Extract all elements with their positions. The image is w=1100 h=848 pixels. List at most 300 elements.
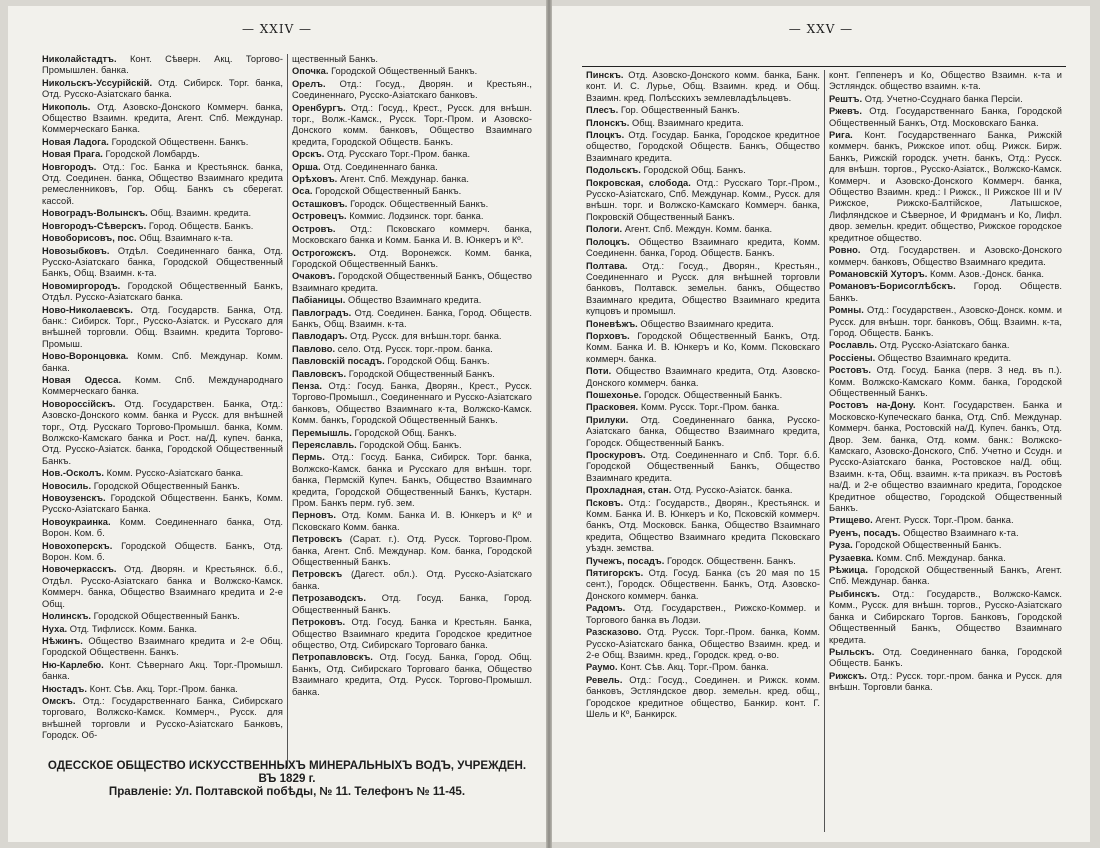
entry-text: Городской Общ. Банкъ. bbox=[351, 427, 457, 438]
entry-text: Общ. Взаимн. кредита. bbox=[147, 208, 252, 219]
entry-heading: Плесъ. bbox=[586, 105, 619, 116]
entry-text: Конт. Государствен. Банка и Московско-Купеческаго банка, Отд. Спб. Междунар. Коммерч. банка, Ростовскій на/Д. Купеч. банкъ, Отд. Двор. Зем. банка, Отд. комм. банк.: Волжско-Камскаго, Азовско-Донского, Спб. Учетно и Ссудн. и Русско-Азіатскаго банка, Ростовское на/Д. общ. Взаимн. к-та, Общ. взаимн. к-та приказч. въ Ростовѣ на/Д. и 2-е общество взаимнаго кредита, Городское Кредитное общество, Городской Общественный Банкъ. bbox=[829, 400, 1062, 514]
directory-entry bbox=[42, 305, 283, 351]
directory-entry bbox=[42, 696, 283, 742]
entry-heading: Петропавловскъ. bbox=[292, 652, 373, 663]
directory-entry bbox=[292, 103, 532, 149]
entry-heading: Никополь. bbox=[42, 101, 91, 112]
entry-text: Отд. Русск. Торг.-Пром. банка, Комм. Русско-Азіатскаго банка, Общество Взаимн. кред. и 2-е Общ. Взаимн. кред., Городск. кред. о-во. bbox=[586, 627, 820, 660]
directory-entry bbox=[42, 54, 283, 77]
entry-text: Отд.: Государств., Дворян., Крестьянск. и Комм. Банка И. В. Юнкеръ и Ко, Псковскій коммерч. банкъ, Отд. Московск. Банка, Общество Взаимнаго кредита, Общество Взаимнаго кредита Псковскаго уѣздн. земства. bbox=[586, 497, 820, 554]
entry-text: Отдѣл. Соединеннаго банка, Отд. Русско-Азіатскаго банка, Городской Общественный Банкъ, Общ. Взаимн. к-та. bbox=[42, 245, 283, 279]
directory-entry bbox=[586, 485, 820, 496]
entry-text: конт. Геппенеръ и Ко, Общество Взаимн. к-та и Эстляндск. общество взаимн. к-та. bbox=[829, 70, 1062, 92]
entry-heading: Перновъ. bbox=[292, 510, 337, 521]
entry-heading: Раумо. bbox=[586, 662, 618, 673]
directory-entry bbox=[829, 528, 1062, 539]
directory-entry bbox=[292, 617, 532, 651]
directory-entry bbox=[829, 353, 1062, 364]
entry-heading: Рославль. bbox=[829, 340, 878, 351]
entry-text: Отд. Воронежск. Комм. банка, Городской Общественный Банкъ. bbox=[292, 247, 532, 269]
entry-heading: Покровская, слобода. bbox=[586, 177, 691, 188]
entry-heading: Островъ. bbox=[292, 223, 336, 234]
entry-text: Конт. Сѣв. Акц. Торг.-Пром. банка. bbox=[617, 662, 769, 673]
directory-entry bbox=[586, 178, 820, 224]
entry-text: Коммис. Лодзинск. торг. банка. bbox=[346, 211, 484, 222]
right-column-2 bbox=[824, 70, 1066, 832]
directory-entry bbox=[292, 186, 532, 197]
entry-text: Отд.: Госуд., Дворян. и Крестьян., Соединеннаго, Русско-Азіатскаго банковъ. bbox=[292, 78, 532, 101]
entry-text: Городской Общественный Банкъ, Отдѣл. Русско-Азіатскаго банка. bbox=[42, 280, 283, 303]
entry-heading: Ртищево. bbox=[829, 515, 873, 526]
directory-entry bbox=[586, 366, 820, 389]
directory-entry bbox=[586, 402, 820, 413]
entry-text: Отд. Государств. Банка, Отд. банк.: Сибирск. Торг., Русско-Азіатск. и Русскаго для внѣшней торговли. Общ. Взаимн. кредита Торгово-Промыш. bbox=[42, 304, 283, 349]
entry-text: (Дагест. обл.). Отд. Русско-Азіатскаго банка. bbox=[292, 569, 532, 591]
entry-text: щественный Банкъ. bbox=[292, 54, 379, 64]
directory-entry bbox=[586, 224, 820, 235]
directory-entry bbox=[586, 130, 820, 164]
entry-heading: Павлоградъ. bbox=[292, 307, 352, 318]
entry-heading: Нѣжинъ. bbox=[42, 635, 83, 646]
entry-heading: Орша. bbox=[292, 161, 321, 172]
entry-heading: Петрозаводскъ. bbox=[292, 593, 366, 604]
entry-heading: Новохоперскъ. bbox=[42, 540, 113, 551]
entry-text: Отд. Соединеннаго банка, Городской Обществ. Банкъ. bbox=[829, 646, 1062, 669]
left-columns bbox=[38, 54, 536, 768]
directory-entry bbox=[586, 450, 820, 484]
entry-text: Конт. Сѣверн. Акц. Торгово-Промышлен. банка. bbox=[42, 54, 283, 76]
entry-text: Отд.: Псковскаго коммерч. банка, Московскаго банка и Комм. Банка И. В. Юнкеръ и Кº. bbox=[292, 223, 532, 246]
footer-line-2: Правленіе: Ул. Полтавской побѣды, № 11. Телефонъ № 11-45. bbox=[108, 785, 466, 798]
entry-text: Отд. Русскаго Торг.-Пром. банка. bbox=[324, 149, 471, 160]
entry-text: Отд.: Государственнаго Банка, Сибирскаго торговаго, Волжско-Камск. Коммерч., Русск. для внѣшней торговли и Русско-Азіатскаго Банковъ, Городск. Об- bbox=[42, 695, 283, 741]
entry-text: Отд. Соединен. Банка, Город. Обществ. Банкъ, Общ. Взаимн. к-та. bbox=[292, 307, 532, 329]
directory-entry bbox=[829, 340, 1062, 351]
directory-entry bbox=[586, 118, 820, 129]
entry-heading: Прилуки. bbox=[586, 414, 629, 425]
entry-heading: Новоузенскъ. bbox=[42, 493, 106, 504]
entry-text: Город. Обществ. Банкъ. bbox=[146, 220, 254, 231]
entry-heading: Новороссійскъ. bbox=[42, 398, 116, 409]
entry-heading: Петровскъ bbox=[292, 534, 343, 545]
directory-entry bbox=[42, 102, 283, 136]
entry-heading: Новоукраинка. bbox=[42, 516, 111, 527]
entry-text: Городской Общественный Банкъ. bbox=[91, 611, 240, 622]
directory-entry bbox=[829, 671, 1062, 694]
entry-text: Отд. Дворян. и Крестьянск. б.б., Отдѣл. Русско-Азіатскаго банка и Волжско-Камск. Коммерч. банка, Общество Взаимнаго кредита и 2-е Общ. bbox=[42, 564, 283, 609]
directory-entry bbox=[42, 246, 283, 280]
entry-text: Общество Взаимнаго кредита. bbox=[637, 318, 774, 329]
directory-entry bbox=[292, 428, 532, 439]
directory-entry bbox=[586, 165, 820, 176]
entry-heading: Плонскъ. bbox=[586, 117, 630, 128]
directory-entry bbox=[292, 199, 532, 210]
entry-heading: Прасковея. bbox=[586, 402, 639, 413]
entry-heading: Петроковъ. bbox=[292, 617, 346, 628]
entry-text: Отд. Государствен. Банка, Отд.: Азовско-Донского комм. банка и Русск. для внѣшней торг., Отд. Русскаго Торгово-Промышл. банка, Комм. Волжско-Камскаго банка и Рост. на/Д. купеч. банка, Отд. Русско-Азіатск. банка, Городской Общественный Банкъ. bbox=[42, 398, 283, 466]
directory-entry bbox=[292, 356, 532, 367]
page-number-right: — XXV — bbox=[788, 22, 854, 36]
entry-text: Общество Взаимнаго кредита и 2-е Общ. Городской Общественн. Банкъ. bbox=[42, 635, 283, 658]
directory-entry bbox=[292, 331, 532, 342]
entry-heading: Осташковъ. bbox=[292, 198, 348, 209]
entry-heading: Новосиль. bbox=[42, 480, 92, 491]
entry-heading: Павлово. bbox=[292, 343, 336, 354]
entry-text: Отд. Соединеннаго и Спб. Торг. б.б. Городской Общественный Банкъ, Общество Взаимнаго кредита. bbox=[586, 450, 820, 483]
entry-text: Городск. Общественный Банкъ. bbox=[347, 198, 489, 209]
entry-heading: Орелъ. bbox=[292, 78, 326, 89]
entry-heading: Пинскъ. bbox=[586, 70, 624, 80]
directory-entry bbox=[42, 399, 283, 467]
entry-heading: Разсказово. bbox=[586, 627, 642, 638]
entry-heading: Новомиргородъ. bbox=[42, 280, 121, 291]
entry-heading: Нюстадъ. bbox=[42, 683, 87, 694]
entry-text: Конт. Сѣвернаго Акц. Торг.-Промышл. банка. bbox=[42, 659, 283, 682]
directory-entry bbox=[292, 54, 532, 65]
entry-text: Отд. Соединеннаго банка. bbox=[320, 161, 438, 172]
directory-entry bbox=[292, 440, 532, 451]
directory-entry bbox=[42, 517, 283, 540]
entry-heading: Новоборисовъ, пос. bbox=[42, 233, 137, 244]
entry-heading: Новгородъ. bbox=[42, 161, 97, 172]
directory-entry bbox=[42, 541, 283, 564]
directory-entry bbox=[292, 248, 532, 271]
advertisement-footer bbox=[38, 759, 536, 798]
directory-entry bbox=[42, 481, 283, 492]
directory-entry bbox=[42, 611, 283, 622]
entry-text: Городской Общественный Банкъ. bbox=[328, 66, 478, 77]
entry-heading: Новоградъ-Волынскъ. bbox=[42, 208, 148, 219]
directory-entry bbox=[42, 468, 283, 479]
directory-entry bbox=[292, 162, 532, 173]
entry-heading: Романовскій Хуторъ. bbox=[829, 268, 928, 279]
directory-entry bbox=[292, 452, 532, 509]
entry-heading: Руенъ, посадъ. bbox=[829, 527, 901, 538]
entry-heading: Новгородъ-Сѣверскъ. bbox=[42, 220, 147, 231]
entry-text: Комм. Спб. Международнаго Коммерческаго банка. bbox=[42, 374, 283, 397]
entry-heading: Рига. bbox=[829, 130, 853, 141]
directory-entry bbox=[292, 224, 532, 247]
entry-text: Городской Общественн. Банкъ, Комм. Русско-Азіатскаго Банка. bbox=[42, 493, 283, 515]
entry-text: Городской Общественный Банкъ, Общество Взаимнаго кредита. bbox=[292, 271, 532, 293]
entry-heading: Рыльскъ. bbox=[829, 646, 875, 657]
entry-text: Отд. Госуд. Банка, Город. Общ. Банкъ, Отд. Сибирскаго Торговаго банка, Общество Взаимнаго кредита, Отд. Русск. Торгово-Промышл. банка. bbox=[292, 652, 532, 697]
entry-heading: Поти. bbox=[586, 366, 612, 377]
entry-text: Отд. Учетно-Ссуднаго банка Персіи. bbox=[862, 93, 1023, 104]
entry-text: Отд. Госуд. Банка и Крестьян. Банка, Общество Взаимнаго кредита Городское кредитное общество, Отд. Сибирскаго Торговаго банка. bbox=[292, 617, 532, 650]
entry-heading: Ромны. bbox=[829, 305, 864, 316]
directory-entry bbox=[586, 237, 820, 260]
entry-text: Отд. Комм. Банка И. В. Юнкеръ и Кº и Псковскаго Комм. банка. bbox=[292, 510, 532, 532]
entry-heading: Новочеркасскъ. bbox=[42, 564, 117, 575]
entry-heading: Ново-Воронцовка. bbox=[42, 351, 129, 362]
directory-entry bbox=[42, 375, 283, 398]
entry-heading: Руза. bbox=[829, 540, 853, 551]
entry-heading: Оренбургъ. bbox=[292, 102, 346, 113]
entry-heading: Ростовъ. bbox=[829, 365, 872, 376]
entry-text: Городской Общественный Банкъ, Агент. Спб. Междунар. банка. bbox=[829, 565, 1062, 587]
entry-heading: Полтава. bbox=[586, 260, 628, 271]
directory-entry bbox=[292, 66, 532, 77]
header-rule bbox=[582, 66, 1066, 67]
directory-entry bbox=[42, 137, 283, 148]
entry-heading: Острогожскъ. bbox=[292, 247, 356, 258]
directory-entry bbox=[42, 624, 283, 635]
directory-entry bbox=[292, 149, 532, 160]
entry-text: Общество Взаимнаго кредита. bbox=[345, 295, 482, 306]
directory-entry bbox=[42, 208, 283, 219]
entry-heading: Поневѣжъ. bbox=[586, 318, 638, 329]
entry-heading: Псковъ. bbox=[586, 497, 624, 508]
entry-heading: Ню-Карлебю. bbox=[42, 659, 104, 670]
entry-heading: Россіены. bbox=[829, 352, 876, 363]
entry-heading: Очаковъ. bbox=[292, 271, 336, 282]
entry-text: Комм. Русско-Азіатскаго банка. bbox=[104, 468, 244, 479]
right-column-1 bbox=[582, 70, 824, 832]
entry-text: Отд. Госуд. Банка, Город. Общественный Банкъ. bbox=[292, 593, 532, 615]
entry-heading: Рыбинскъ. bbox=[829, 588, 880, 599]
directory-entry bbox=[292, 569, 532, 592]
directory-entry bbox=[292, 510, 532, 533]
directory-entry bbox=[292, 369, 532, 380]
entry-text: Городской Общественный Банкъ. bbox=[91, 480, 240, 491]
directory-entry bbox=[829, 94, 1062, 105]
entry-text: Комм. Русск. Торг.-Пром. банка. bbox=[638, 402, 780, 413]
directory-entry bbox=[42, 162, 283, 208]
directory-entry bbox=[292, 295, 532, 306]
directory-entry bbox=[829, 647, 1062, 670]
entry-heading: Ново-Николаевскъ. bbox=[42, 304, 133, 315]
entry-text: Городской Общественный Банкъ. bbox=[852, 540, 1002, 551]
entry-text: Отд. Русск. для внѣшн.торг. банка. bbox=[347, 331, 502, 342]
entry-text: Отд. Сибирск. Торг. банка, Отд. Русско-Азіатскаго банка. bbox=[42, 77, 283, 100]
directory-entry bbox=[292, 211, 532, 222]
footer-line-1: ОДЕССКОЕ ОБЩЕСТВО ИСКУССТВЕННЫХЪ МИНЕРАЛЬНЫХЪ ВОДЪ, УЧРЕЖДЕН. ВЪ 1829 г. bbox=[47, 759, 527, 785]
directory-entry bbox=[292, 271, 532, 294]
entry-heading: Николайстадтъ. bbox=[42, 54, 117, 64]
entry-text: Отд.: Госуд., Дворян., Крестьян., Соединеннаго и Русск. для внѣшней торговли банковъ, Полтавск. земельн. банкъ, Общество Взаимнаго кредита, Общество Взаимнаго кредита купцовъ и промышл. bbox=[586, 260, 820, 317]
entry-text: Отд.: Госуд. Банка, Дворян., Крест., Русск. Торгово-Промышл., Соединеннаго и Русско-Азіатскаго банковъ, Общество Взаимнаго к-та, Волжско-Камск. Комм. банкъ, Городской Общественный Банкъ. bbox=[292, 380, 532, 426]
entry-text: Отд. Госуд. Банка (съ 20 мая по 15 сент.), Городск. Общественн. Банкъ, Отд. Азовско-Донского коммерч. банка. bbox=[586, 568, 820, 601]
entry-text: Конт. Сѣв. Акц. Торг.-Пром. банка. bbox=[86, 683, 238, 694]
entry-heading: Рижскъ. bbox=[829, 670, 867, 681]
directory-entry bbox=[586, 627, 820, 661]
directory-entry bbox=[829, 400, 1062, 514]
directory-entry bbox=[42, 149, 283, 160]
directory-entry bbox=[42, 78, 283, 101]
entry-text: Городской Общественн. Банкъ. bbox=[108, 136, 249, 147]
directory-entry bbox=[42, 351, 283, 374]
entry-heading: Рештъ. bbox=[829, 93, 863, 104]
directory-entry bbox=[42, 684, 283, 695]
entry-text: Отд. Государ. Банка, Городское кредитное общество, Городской Обществ. Банкъ, Общество Взаимнаго кредита. bbox=[586, 130, 820, 163]
directory-entry bbox=[42, 660, 283, 683]
entry-heading: Нолинскъ. bbox=[42, 611, 92, 622]
directory-entry bbox=[586, 662, 820, 673]
directory-entry bbox=[586, 603, 820, 626]
entry-text: Городской Общественный Банкъ. bbox=[312, 186, 462, 197]
entry-text: Комм. Азов.-Донск. банка. bbox=[927, 268, 1045, 279]
entry-text: Гор. Общественный Банкъ. bbox=[618, 105, 740, 116]
directory-entry bbox=[586, 568, 820, 602]
entry-heading: Ровно. bbox=[829, 245, 861, 256]
directory-entry bbox=[829, 365, 1062, 399]
entry-text: Отд. Соединеннаго банка, Русско-Азіатскаго банка, Общество Взаимнаго кредита, Городск. Общественный Банкъ. bbox=[586, 414, 820, 448]
directory-entry bbox=[586, 70, 820, 104]
directory-entry bbox=[292, 652, 532, 698]
entry-text: Отд. Госуд. Банка (перв. 3 нед. въ п.). Комм. Волжско-Камскаго Комм. банка, Городской Общественный Банкъ. bbox=[829, 365, 1062, 398]
entry-text: Отд. Русско-Азіатск. банка. bbox=[671, 485, 793, 496]
directory-entry bbox=[586, 390, 820, 401]
directory-entry bbox=[42, 493, 283, 516]
directory-entry bbox=[586, 556, 820, 567]
entry-text: Городск. Общественн. Банкъ. bbox=[664, 555, 796, 566]
entry-heading: Опочка. bbox=[292, 66, 329, 77]
entry-heading: Пучежъ, посадъ. bbox=[586, 555, 665, 566]
entry-heading: Новая Ладога. bbox=[42, 136, 109, 147]
directory-entry bbox=[829, 305, 1062, 339]
directory-entry bbox=[42, 636, 283, 659]
right-page bbox=[552, 6, 1090, 842]
entry-heading: Нуха. bbox=[42, 623, 68, 634]
entry-text: Городской Общ. Банкъ. bbox=[384, 356, 490, 367]
entry-heading: Орѣховъ. bbox=[292, 174, 338, 185]
directory-entry bbox=[586, 105, 820, 116]
directory-entry bbox=[829, 281, 1062, 304]
directory-entry bbox=[42, 564, 283, 610]
entry-heading: Петровскъ bbox=[292, 569, 343, 580]
directory-entry bbox=[586, 675, 820, 721]
entry-text: Отд.: Русск. торг.-пром. банка и Русск. для внѣшн. Торговли банка. bbox=[829, 670, 1062, 693]
directory-entry bbox=[586, 319, 820, 330]
directory-entry bbox=[42, 221, 283, 232]
entry-heading: Новозыбковъ. bbox=[42, 245, 110, 256]
directory-entry bbox=[829, 589, 1062, 646]
directory-entry bbox=[829, 565, 1062, 588]
entry-heading: Романовъ-Борисоглѣбскъ. bbox=[829, 281, 956, 292]
directory-entry bbox=[42, 281, 283, 304]
entry-text: Городской Общ. Банкъ. bbox=[640, 165, 746, 176]
entry-heading: Пятигорскъ. bbox=[586, 568, 644, 579]
entry-text: Городской Общественный Банкъ, Отд. Комм. Банка И. В. Юнкеръ и Ко, Комм. Псковскаго коммерч. банка. bbox=[586, 330, 820, 364]
entry-heading: Павловскій посадъ. bbox=[292, 356, 385, 367]
entry-heading: Плоцкъ. bbox=[586, 130, 625, 141]
entry-heading: Пологи. bbox=[586, 224, 623, 235]
entry-heading: Новая Одесса. bbox=[42, 374, 122, 385]
entry-text: Отд.: Гос. Банка и Крестьянск. банка, Отд. Соединен. банка, Общество Взаимнаго кредита ремесленниковъ, Гор. Общ. Банкъ съ сберегат. кассой. bbox=[42, 161, 283, 206]
entry-text: Отд.: Государств., Волжско-Камск. Комм., Русск. для внѣшн. торгов., Русско-Азіатскаго банка и Сибирскаго Торгов. Банковъ, Городской Общественный Банкъ, Общество Взаимнаго кредита. bbox=[829, 588, 1062, 645]
directory-entry bbox=[586, 498, 820, 555]
directory-entry bbox=[829, 269, 1062, 280]
right-columns bbox=[582, 70, 1066, 832]
entry-text: Отд. Азовско-Донского комм. банка, Банк. конт. И. С. Лурье, Общ. Взаимн. кред. и Общ. Взаимн. кред. Полѣсскихъ землевладѣльцевъ. bbox=[586, 70, 820, 103]
entry-text: Комм. Спб. Междунар. банка. bbox=[873, 552, 1006, 563]
page-number-left: — XXIV — bbox=[241, 22, 313, 36]
entry-heading: Радомъ. bbox=[586, 603, 626, 614]
entry-heading: Проскуровъ. bbox=[586, 450, 646, 460]
left-page bbox=[8, 6, 546, 842]
directory-entry bbox=[586, 415, 820, 449]
entry-heading: Пенза. bbox=[292, 380, 323, 391]
entry-heading: Ревель. bbox=[586, 674, 623, 685]
entry-heading: Переяславль. bbox=[292, 440, 357, 450]
entry-text: Агент. Спб. Междун. Комм. банка. bbox=[622, 224, 773, 235]
directory-entry bbox=[586, 331, 820, 365]
directory-entry bbox=[292, 381, 532, 427]
entry-text: Городск. Общественный Банкъ. bbox=[641, 389, 783, 400]
directory-entry bbox=[829, 553, 1062, 564]
directory-entry bbox=[829, 245, 1062, 268]
entry-text: Городской Общ. Банкъ. bbox=[356, 440, 462, 450]
directory-entry bbox=[829, 130, 1062, 244]
entry-text: Агент. Русск. Торг.-Пром. банка. bbox=[872, 515, 1014, 526]
entry-text: Общество Взаимнаго кредита, Отд. Азовско-Донского коммерч. банка. bbox=[586, 366, 820, 388]
directory-entry bbox=[829, 106, 1062, 129]
directory-entry bbox=[829, 70, 1062, 93]
entry-heading: Нов.-Осколъ. bbox=[42, 468, 105, 479]
entry-text: Отд.: Русскаго Торг.-Пром., Русско-Азіатскаго, Спб. Междунар. Комм., Русск. для внѣшн. торг. и Волжско-Камскаго Коммерч. банка, Покровскій Общественный Банкъ. bbox=[586, 177, 820, 222]
directory-entry bbox=[829, 540, 1062, 551]
entry-heading: Перемышль. bbox=[292, 427, 352, 438]
entry-heading: Никольскъ-Уссурійскій. bbox=[42, 77, 153, 88]
entry-text: Отд.: Госуд. Банка, Сибирск. Торг. банка, Волжско-Камск. банка и Русскаго для внѣшн. торг. банка, Пермскій Купеч. Банкъ, Общество Взаимнаго кредита, Городской Общественный Банкъ, Кустарн. Пром. Банкъ перм. губ. зем. bbox=[292, 452, 532, 509]
directory-entry bbox=[42, 233, 283, 244]
entry-text: Отд. Государствен., Рижско-Коммер. и Торгового банка въ Лодзи. bbox=[586, 603, 820, 625]
directory-entry bbox=[292, 593, 532, 616]
entry-text: Отд. Русско-Азіатскаго банка. bbox=[877, 340, 1010, 351]
entry-heading: Оса. bbox=[292, 186, 313, 197]
entry-text: Городской Обществ. Банкъ, Отд. Ворон. Ком. б. bbox=[42, 540, 283, 563]
directory-entry bbox=[829, 515, 1062, 526]
entry-text: Город. Обществ. Банкъ. bbox=[829, 281, 1062, 303]
entry-heading: Порховъ. bbox=[586, 330, 630, 341]
entry-text: Отд.: Госуд., Крест., Русск. для внѣшн. торг., Волж.-Камск., Русск. Торг.-Пром. и Азовско-Донского комм. банковъ, Общество Взаимнаго кредита, Городской Обществ. Банкъ. bbox=[292, 102, 532, 147]
entry-heading: Прохладная, стан. bbox=[586, 485, 672, 496]
entry-text: (Сарат. г.). Отд. Русск. Торгово-Пром. банка, Агент. Спб. Междунар. Ком. банка, Городской Общественный Банкъ. bbox=[292, 534, 532, 568]
entry-text: Комм. Спб. Междунар. Комм. банка. bbox=[42, 351, 283, 373]
entry-heading: Рѣжица. bbox=[829, 565, 868, 576]
entry-text: Отд. Государственнаго Банка, Городской Общественный Банкъ, Отд. Московскаго Банка. bbox=[829, 106, 1062, 128]
entry-text: Отд.: Госуд., Соединен. и Рижск. комм. банковъ, Эстляндское двор. земельн. кред. общ., Городское кредитное общество, Банкир. конт. Г. Шель и Кº, Банкирск. bbox=[586, 674, 820, 719]
entry-text: Агент. Спб. Междунар. банка. bbox=[337, 174, 469, 185]
entry-heading: Омскъ. bbox=[42, 695, 76, 706]
entry-heading: Новая Прага. bbox=[42, 149, 103, 160]
entry-text: Общество Взаимнаго кредита, Комм. Соединенн. банка, Город. Обществ. Банкъ. bbox=[586, 236, 820, 259]
entry-text: Конт. Государственнаго Банка, Рижскій коммерч. банкъ, Рижское ипот. общ. Рижск. Бирж. Банкъ, Рижскій городск. учетн. банкъ, Отд.: Русск. для внѣшн. торгов., Русско-Азіатск., Волжско-Камск. Коммерч. и Азовско-Донского Коммерч. банка, Общество Взаимн. кред.: I Рижск., II Рижское III и IV Рижское, Рижско-Балтійское, Латышское, Лифляндское и Сѣверное, И Фридманъ и Ко, Лифл. двор. земельн. кредит. общество, Рижское городское кредитное общество. bbox=[829, 130, 1062, 243]
entry-text: Отд. Государствен. и Азовско-Донского коммерч. банковъ, Общество Взаимнаго кредита. bbox=[829, 245, 1062, 267]
entry-text: Отд.: Государствен., Азовско-Донск. комм. и Русск. для внѣшн. торг. банковъ, Общ. Взаимн. к-та, Город. Обществ. Банкъ. bbox=[829, 305, 1062, 338]
entry-heading: Рузаевка. bbox=[829, 552, 874, 563]
entry-heading: Павлодаръ. bbox=[292, 331, 348, 342]
entry-heading: Павловскъ. bbox=[292, 368, 347, 379]
entry-text: Отд. Азовско-Донского Коммерч. банка, Общество Взаимн. кредита, Агент. Спб. Междунар. Коммерческаго Банка. bbox=[42, 101, 283, 135]
entry-heading: Подольскъ. bbox=[586, 165, 641, 176]
directory-entry bbox=[292, 534, 532, 568]
entry-heading: Пабіаницы. bbox=[292, 295, 346, 306]
entry-text: село. Отд. Русск. торг.-пром. банка. bbox=[335, 343, 493, 354]
left-column-1 bbox=[38, 54, 287, 768]
entry-text: Общ. Взаимнаго к-та. bbox=[136, 233, 234, 244]
entry-text: Отд. Тифлисск. Комм. Банка. bbox=[67, 623, 197, 634]
directory-entry bbox=[292, 344, 532, 355]
entry-text: Общество Взаимнаго кредита. bbox=[875, 352, 1012, 363]
entry-heading: Ржевъ. bbox=[829, 106, 862, 117]
entry-heading: Пошехонье. bbox=[586, 389, 642, 400]
entry-heading: Орскъ. bbox=[292, 149, 325, 160]
entry-text: Общество Взаимнаго к-та. bbox=[900, 527, 1019, 538]
left-column-2 bbox=[287, 54, 536, 768]
